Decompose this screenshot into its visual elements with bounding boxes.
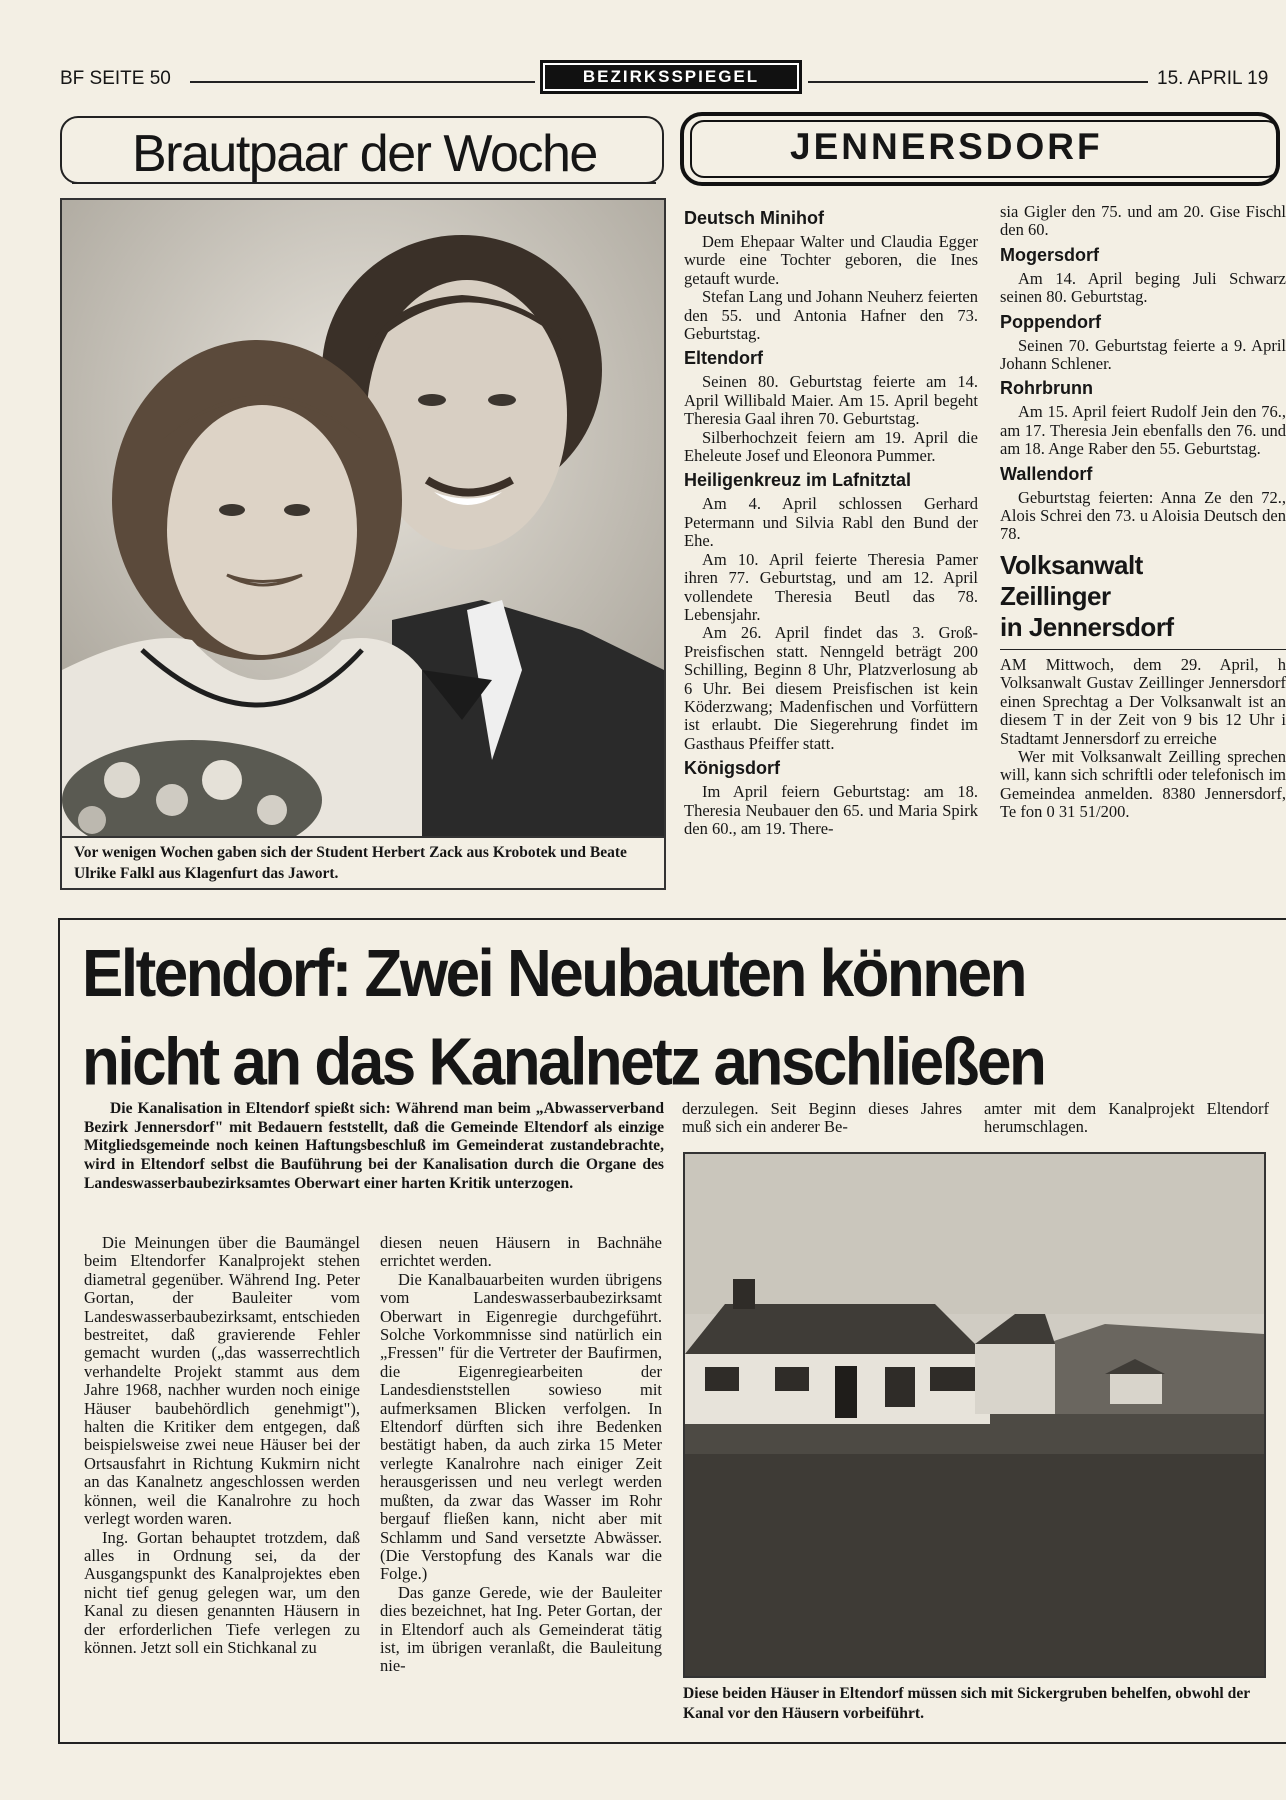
houses-photo-caption: Diese beiden Häuser in Eltendorf müssen sich mit Sickergruben behelfen, obwohl der Kanal vor den Häusern vorbeiführt.	[683, 1685, 1250, 1722]
jennersdorf-title: JENNERSDORF	[790, 126, 1103, 167]
header-rule-right	[808, 81, 1148, 83]
paragraph: amter mit dem Kanalprojekt Eltendorf herumschlagen.	[984, 1099, 1269, 1137]
locality-heading: Poppendorf	[1000, 311, 1101, 332]
header-rule-left	[190, 81, 535, 83]
paragraph: Silberhochzeit feiern am 19. April die Eheleute Josef und Eleonora Pummer.	[684, 427, 978, 466]
volksanwalt-title	[1000, 550, 1286, 643]
couple-photo-illustration	[62, 200, 664, 836]
houses-photo	[683, 1152, 1266, 1678]
paragraph: Seinen 70. Geburtstag feierte a 9. April Johann Schlener.	[1000, 335, 1286, 374]
article-column-2	[380, 1234, 662, 1676]
paragraph: Stefan Lang und Johann Neuherz feierten den 55. und Antonia Hafner den 73. Geburtstag.	[684, 287, 978, 344]
page-label: BF SEITE 50	[60, 68, 171, 89]
locality-heading: Eltendorf	[684, 348, 763, 369]
paragraph: Das ganze Gerede, wie der Bauleiter dies bezeichnet, hat Ing. Peter Gortan, der in Eltendorf auch als Gemeinderat tätig ist, im übrigen veranlaßt, die Bauleitung nie-	[380, 1582, 662, 1676]
paragraph: Dem Ehepaar Walter und Claudia Egger wurde eine Tochter geboren, die Ines getauft wurde.	[684, 232, 978, 288]
brautpaar-title: Brautpaar der Woche	[132, 125, 597, 183]
volksanwalt-title-line: in Jennersdorf	[1000, 611, 1174, 642]
paragraph: Ing. Gortan behauptet trotzdem, daß alles in Ordnung sei, da der Ausgangspunkt des Kanalprojektes eben nicht tief genug gelegen war, um den Kanal zu diesen genannten Häusern in der erforderlichen Tiefe verlegen zu können. Jetzt soll ein Stichkanal zu	[84, 1527, 360, 1657]
paragraph: Am 15. April feiert Rudolf Jein den 76., am 17. Theresia Jein ebenfalls den 76. und am 18. Ange Raber den 55. Geburtstag.	[1000, 402, 1286, 459]
photo-caption: Vor wenigen Wochen gaben sich der Student Herbert Zack aus Krobotek und Beate Ulrike Falkl aus Klagenfurt das Jawort.	[60, 838, 666, 890]
paragraph: Geburtstag feierten: Anna Ze den 72., Alois Schrei den 73. u Aloisia Deutsch den 78.	[1000, 487, 1286, 544]
section-title: BEZIRKSSPIEGEL	[545, 65, 797, 89]
paragraph: Am 4. April schlossen Gerhard Petermann und Silvia Rabl den Bund der Ehe.	[684, 494, 978, 551]
paragraph: Am 14. April beging Juli Schwarz seinen 80. Geburtstag.	[1000, 268, 1286, 307]
volksanwalt-rule	[1000, 649, 1286, 650]
paragraph: Die Meinungen über die Baumängel beim Eltendorfer Kanalprojekt stehen diametral gegenüber. Während Ing. Peter Gortan, der Bauleiter vom Landeswasserbaubezirksamt, entschieden bestreitet, daß gravierende Fehler gemacht wurden („das wasserrechtlich verhandelte Projekt stammt aus dem Jahre 1968, nachher wurden noch einige Häuser baubehördlich genehmigt"), halten die Kritiker dem entgegen, daß beispielsweise zwei neue Häuser bei der Ortsausfahrt in Richtung Kukmirn nicht an das Kanalnetz angeschlossen werden können, weil die Kanalrohre zu hoch verlegt worden waren.	[84, 1233, 360, 1529]
locality-heading: Königsdorf	[684, 758, 780, 779]
paragraph: diesen neuen Häusern in Bachnähe errichtet werden.	[380, 1233, 662, 1271]
locality-heading: Mogersdorf	[1000, 244, 1099, 265]
issue-date: 15. APRIL 19	[1157, 68, 1269, 89]
locality-heading: Wallendorf	[1000, 463, 1093, 484]
paragraph: AM Mittwoch, dem 29. April, h Volksanwalt Gustav Zeillinger Jennersdorf einen Sprechtag a Der Volksanwalt ist an diesem T in der Zeit von 9 bis 12 Uhr i Stadtamt Jennersdorf zu erreiche	[1000, 654, 1286, 748]
paragraph: Seinen 80. Geburtstag feierte am 14. April Willibald Maier. Am 15. April begeht Theresia Gaal ihren 70. Geburtstag.	[684, 372, 978, 429]
volksanwalt-title-line: Zeillinger	[1000, 580, 1111, 611]
headline-line: nicht an das Kanalnetz anschließen	[82, 1025, 1045, 1100]
paragraph: Im April feiern Geburtstag: am 18. Theresia Neubauer den 65. und Maria Spirk den 60., am 19. There-	[684, 782, 978, 838]
volksanwalt-body	[1000, 656, 1286, 822]
paragraph: sia Gigler den 75. und am 20. Gise Fischl den 60.	[1000, 202, 1286, 240]
paragraph: Am 10. April feierte Theresia Pamer ihren 77. Geburtstag, und am 12. April vollendete Theresia Beutl das 78. Lebensjahr.	[684, 549, 978, 624]
locality-heading: Rohrbrunn	[1000, 378, 1093, 399]
article-column-3	[682, 1100, 962, 1137]
article-column-1	[84, 1234, 360, 1657]
jennersdorf-column-2-news	[1000, 203, 1286, 544]
houses-photo-illustration	[685, 1154, 1264, 1676]
article-lead: Die Kanalisation in Eltendorf spießt sich: Während man beim „Abwasserverband Bezirk Jennersdorf" mit Bedauern feststellt, daß die Gemeinde Eltendorf als einzige Mitgliedsgemeinde noch keinen Haftungsbeschluß im Gemeinderat zustandebrachte, wird in Eltendorf selbst die Bauführung bei der Kanalisation durch die Organe des Landeswasserbaubezirksamtes Oberwart einer harten Kritik unterzogen.	[84, 1100, 664, 1192]
jennersdorf-column-1	[684, 203, 978, 838]
couple-photo	[60, 198, 666, 838]
paragraph: Die Kanalbauarbeiten wurden übrigens vom Landeswasserbaubezirksamt Oberwart in Eigenregie durchgeführt. Solche Vorkommnisse sind natürlich ein „Fressen" für die Vertreter der Baufirmen, die Eigenregiearbeiten der Landesdienststellen sowieso mit aufmerksamen Blicken verfolgen. In Eltendorf dürften sich ihre Bedenken bestätigt haben, da auch zirka 15 Meter verlegte Kanalrohre nach einiger Zeit herausgerissen und neu verlegt werden mußten, da zwar das Wasser im Rohr bergauf fließen kann, nicht aber mit Schlamm und Sand versetzte Abwässer. (Die Verstopfung des Kanals war die Folge.)	[380, 1269, 662, 1584]
headline-line: Eltendorf: Zwei Neubauten können	[82, 936, 1026, 1011]
volksanwalt-title-line: Volksanwalt	[1000, 549, 1143, 580]
section-banner	[540, 60, 802, 94]
locality-heading: Deutsch Minihof	[684, 208, 824, 228]
jennersdorf-column-2	[1000, 203, 1286, 822]
article-headline	[82, 930, 1262, 1107]
locality-heading: Heiligenkreuz im Lafnitztal	[684, 470, 912, 491]
article-column-4	[984, 1100, 1269, 1137]
paragraph: Am 26. April findet das 3. Groß-Preisfischen statt. Nenngeld beträgt 200 Schilling, Beginn 8 Uhr, Platzverlosung ab 6 Uhr. Bei diesem Preisfischen ist kein Köderzwang; Madenfischen und Vorfüttern ist erlaubt. Die Siegerehrung findet im Gasthaus Pfeiffer statt.	[684, 623, 978, 753]
paragraph: Wer mit Volksanwalt Zeilling sprechen will, kann sich schriftli oder telefonisch im Gemeindea anmelden. 8380 Jennersdorf, Te fon 0 31 51/200.	[1000, 746, 1286, 822]
paragraph: derzulegen. Seit Beginn dieses Jahres muß sich ein anderer Be-	[682, 1099, 962, 1137]
